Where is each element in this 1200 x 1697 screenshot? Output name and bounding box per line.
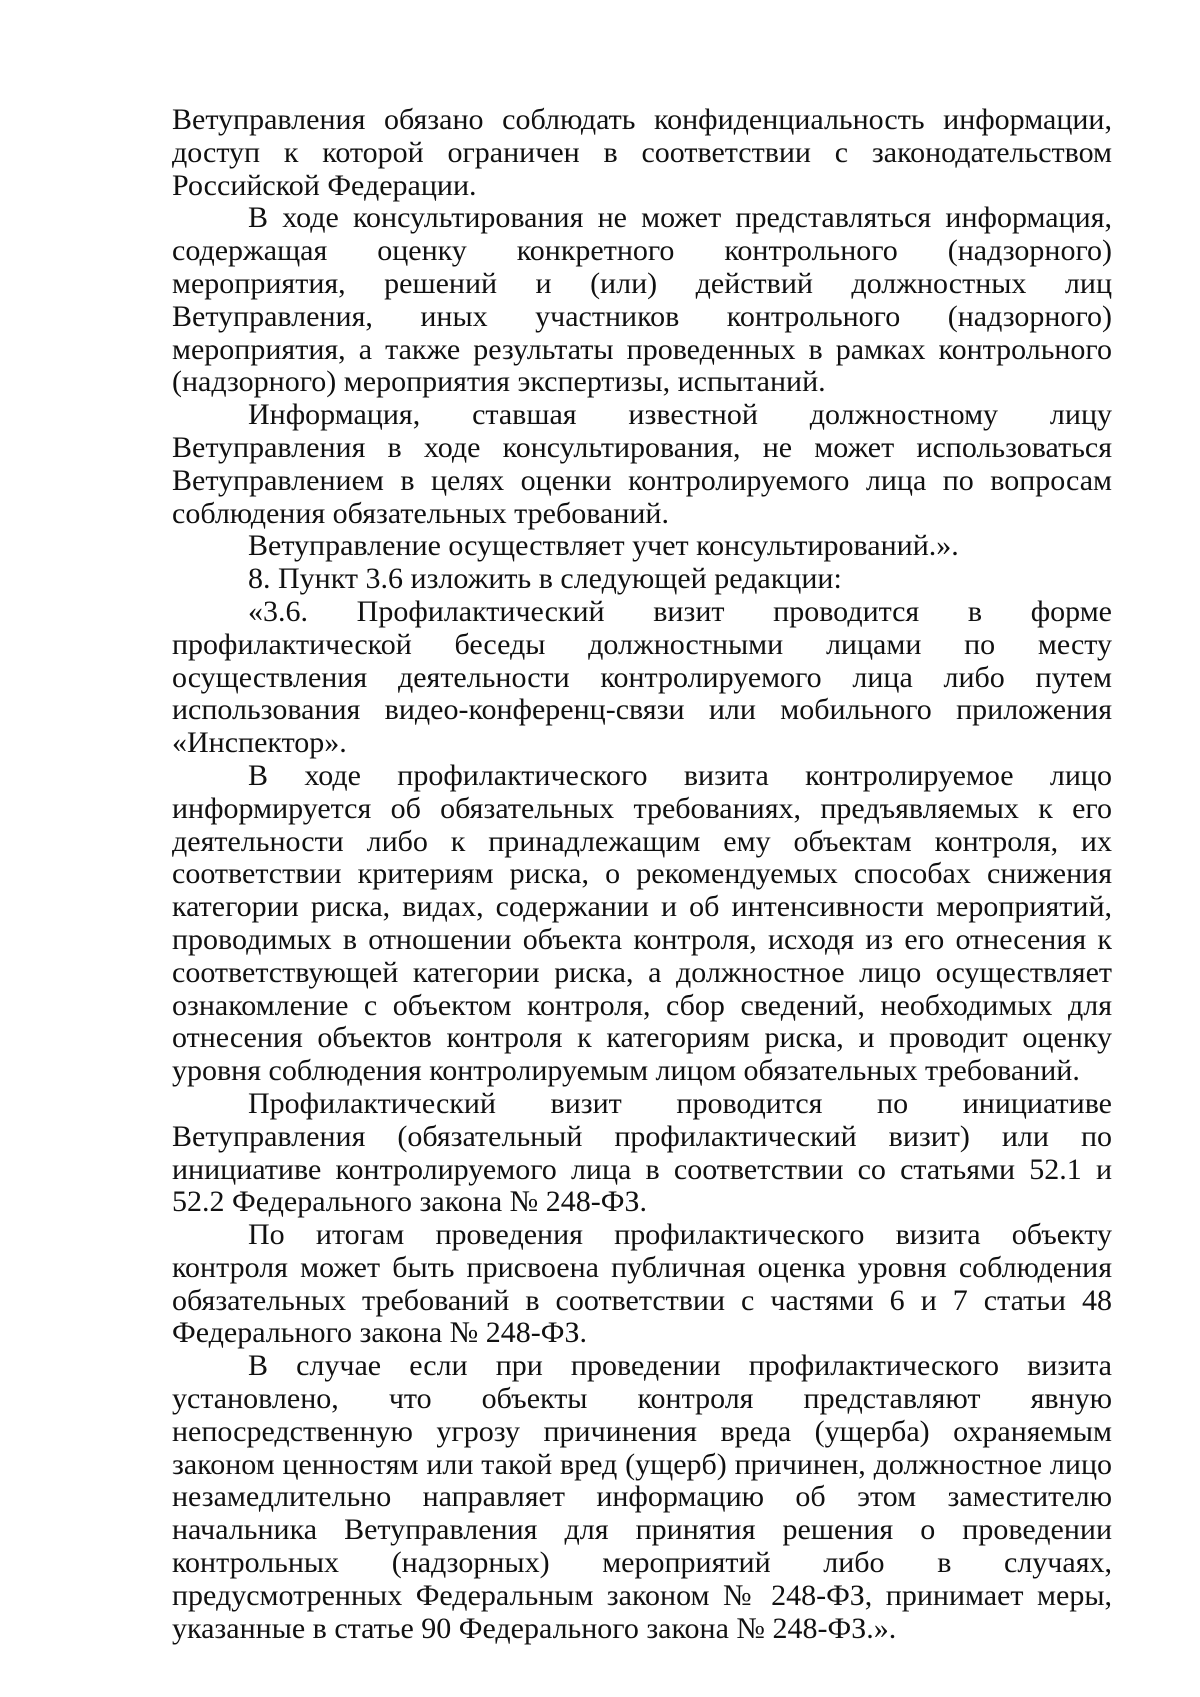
paragraph-visit-content: В ходе профилактического визита контролируемое лицо информируется об обязательных требованиях, предъявляемых к его деятельности либо к принадлежащим ему объектам контроля, их соответствии критериям риска, о рекомендуемых способах снижения категории риска, видах, содержании и об интенсивности мероприятий, проводимых в отношении объекта контроля, исходя из его отнесения к соответствующей категории риска, а должностное лицо осуществляет ознакомление с объектом контроля, сбор сведений, необходимых для отнесения объектов контроля к категориям риска, и проводит оценку уровня соблюдения контролируемым лицом обязательных требований. [172, 758, 1112, 1088]
paragraph-consultation-record: Ветуправление осуществляет учет консультирований.». [248, 529, 959, 563]
paragraph-threat-case: В случае если при проведении профилактического визита установлено, что объекты контроля представляют явную непосредственную угрозу причинения вреда (ущерба) охраняемым законом ценностям или такой вред (ущерб) причинен, должностное лицо незамедлительно направляет информацию об этом заместителю начальника Ветуправления для принятия решения о проведении контрольных (надзорных) мероприятий либо в случаях, предусмотренных Федеральным законом № 248-ФЗ, принимает меры, указанные в статье 90 Федерального закона № 248-ФЗ.». [172, 1349, 1112, 1645]
paragraph-information-use: Информация, ставшая известной должностному лицу Ветуправления в ходе консультирования, не может использоваться Ветуправлением в целях оценки контролируемого лица по вопросам соблюдения обязательных требований. [172, 398, 1112, 530]
paragraph-confidentiality: Ветуправления обязано соблюдать конфиденциальность информации, доступ к которой ограничен в соответствии с законодательством Российской Федерации. [172, 103, 1112, 202]
paragraph-visit-initiative: Профилактический визит проводится по инициативе Ветуправления (обязательный профилактический визит) или по инициативе контролируемого лица в соответствии со статьями 52.1 и 52.2 Федерального закона № 248-ФЗ. [172, 1086, 1112, 1219]
paragraph-consultation-limits: В ходе консультирования не может представляться информация, содержащая оценку конкретного контрольного (надзорного) мероприятия, решений и (или) действий должностных лиц Ветуправления, иных участников контрольного (надзорного) мероприятия, а также результаты проведенных в рамках контрольного (надзорного) мероприятия экспертизы, испытаний. [172, 201, 1112, 399]
document-body [172, 104, 1112, 1645]
paragraph-preventive-visit: «3.6. Профилактический визит проводится в форме профилактической беседы должностными лицами по месту осуществления деятельности контролируемого лица либо путем использования видео-конференц-связи или мобильного приложения «Инспектор». [172, 594, 1112, 760]
paragraph-visit-results: По итогам проведения профилактического визита объекту контроля может быть присвоена публичная оценка уровня соблюдения обязательных требований в соответствии с частями 6 и 7 статьи 48 Федерального закона № 248-ФЗ. [172, 1218, 1112, 1350]
paragraph-amendment-heading: 8. Пункт 3.6 изложить в следующей редакции: [248, 562, 842, 596]
